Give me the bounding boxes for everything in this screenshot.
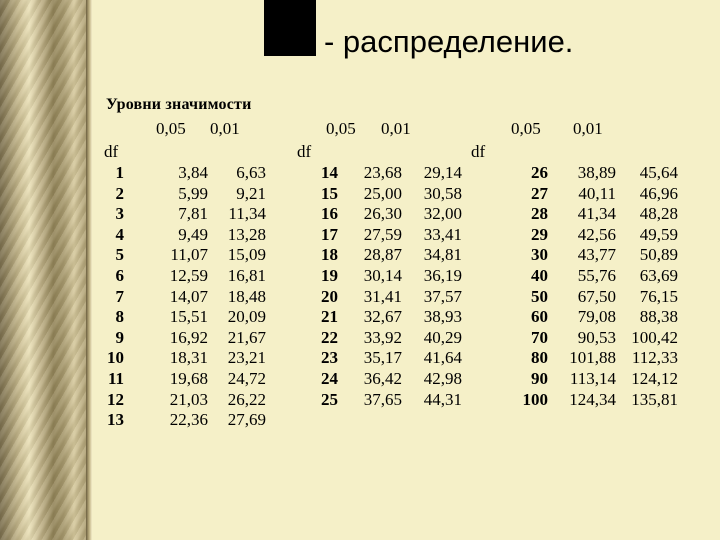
- table-cell: 27: [531, 183, 548, 203]
- table-cell: 38,93: [423, 307, 462, 327]
- table-cell: 124,34: [569, 389, 616, 409]
- table-cell: 37,57: [423, 286, 462, 306]
- table-cell: 21,67: [227, 327, 266, 347]
- table-cell: 22: [321, 327, 338, 347]
- table-cell: 113,14: [569, 368, 616, 388]
- table-cell: 26,30: [363, 204, 402, 224]
- table-cell: 6,63: [236, 163, 266, 182]
- chi-square-symbol-block: [264, 0, 316, 56]
- table-cell: 25,00: [363, 183, 402, 203]
- table-cell: 15,51: [169, 307, 208, 327]
- table-cell: 124,12: [631, 368, 678, 388]
- df-label-g3: df: [471, 142, 486, 161]
- table-cell: 42,56: [577, 224, 616, 244]
- table-cell: 90: [531, 368, 548, 388]
- table-cell: 32,67: [363, 307, 402, 327]
- table-cell: 63,69: [639, 265, 678, 285]
- table-cell: 20: [321, 286, 338, 306]
- table-cell: 30,58: [423, 183, 462, 203]
- table-cell: 27,59: [363, 224, 402, 244]
- table-cell: 100: [522, 389, 548, 409]
- table-cell: 30: [531, 245, 548, 265]
- table-cell: 12: [107, 389, 124, 409]
- table-cell: 70: [531, 327, 548, 347]
- table-cell: 44,31: [423, 389, 462, 409]
- table-cell: 9,49: [178, 224, 208, 244]
- table-cell: 18: [321, 245, 338, 265]
- table-cell: 40,11: [578, 183, 616, 203]
- table-cell: 18,48: [227, 286, 266, 306]
- df-label-g1: df: [104, 142, 119, 161]
- table-cell: 55,76: [577, 265, 616, 285]
- table-cell: 14,07: [169, 286, 208, 306]
- table-cell: 100,42: [631, 327, 678, 347]
- table-cell: 135,81: [631, 389, 678, 409]
- table-cell: 15: [321, 183, 338, 203]
- table-cell: 36,19: [423, 265, 462, 285]
- table-cell: 50,89: [639, 245, 678, 265]
- table-cell: 21: [321, 307, 338, 327]
- table-cell: 37,65: [363, 389, 402, 409]
- table-cell: 3: [115, 204, 124, 224]
- table-cell: 16,81: [227, 265, 266, 285]
- table-cell: 33,92: [363, 327, 402, 347]
- table-cell: 67,50: [577, 286, 616, 306]
- table-cell: 50: [531, 286, 548, 306]
- table-cell: 41,64: [423, 348, 462, 368]
- table-cell: 5,99: [178, 183, 208, 203]
- table-cell: 28,87: [363, 245, 402, 265]
- table-cell: 16,92: [169, 327, 208, 347]
- table-cell: 60: [531, 307, 548, 327]
- header-g2-p05: 0,05: [326, 119, 356, 138]
- table-cell: 11,07: [170, 245, 208, 265]
- header-g1-p05: 0,05: [156, 119, 186, 138]
- p01-column-g2: [410, 163, 462, 410]
- table-cell: 38,89: [577, 163, 616, 182]
- table-cell: 35,17: [363, 348, 402, 368]
- table-cell: 10: [107, 348, 124, 368]
- table-cell: 76,15: [639, 286, 678, 306]
- table-cell: 5: [115, 245, 124, 265]
- table-cell: 2: [115, 183, 124, 203]
- table-cell: 45,64: [639, 163, 678, 182]
- table-cell: 24,72: [227, 368, 266, 388]
- table-cell: 4: [115, 224, 124, 244]
- table-cell: 40,29: [423, 327, 462, 347]
- table-cell: 19,68: [169, 368, 208, 388]
- p05-column-g3: [556, 163, 616, 410]
- p05-column-g2: [348, 163, 402, 410]
- p01-column-g3: [618, 163, 678, 410]
- table-cell: 13,28: [227, 224, 266, 244]
- sidebar-edge: [86, 0, 92, 540]
- table-cell: 26,22: [227, 389, 266, 409]
- table-cell: 49,59: [639, 224, 678, 244]
- table-cell: 1: [115, 163, 124, 182]
- p05-column-g1: [140, 163, 208, 431]
- table-cell: 27,69: [227, 410, 266, 430]
- table-cell: 43,77: [577, 245, 616, 265]
- table-cell: 11,34: [228, 204, 266, 224]
- p01-column-g1: [206, 163, 266, 431]
- table-cell: 79,08: [577, 307, 616, 327]
- table-cell: 18,31: [169, 348, 208, 368]
- table-cell: 29: [531, 224, 548, 244]
- table-cell: 23: [321, 348, 338, 368]
- table-cell: 33,41: [423, 224, 462, 244]
- table-cell: 32,00: [423, 204, 462, 224]
- table-cell: 46,96: [639, 183, 678, 203]
- table-cell: 3,84: [178, 163, 208, 182]
- table-cell: 29,14: [423, 163, 462, 182]
- table-cell: 42,98: [423, 368, 462, 388]
- table-cell: 90,53: [577, 327, 616, 347]
- table-cell: 16: [321, 204, 338, 224]
- df-label-g2: df: [297, 142, 312, 161]
- table-cell: 40: [531, 265, 548, 285]
- table-cell: 22,36: [169, 410, 208, 430]
- table-cell: 88,38: [639, 307, 678, 327]
- table-cell: 19: [321, 265, 338, 285]
- table-cell: 7,81: [178, 204, 208, 224]
- table-cell: 112,33: [631, 348, 678, 368]
- table-cell: 14: [321, 163, 338, 182]
- table-cell: 26: [531, 163, 548, 182]
- table-cell: 20,09: [227, 307, 266, 327]
- table-cell: 30,14: [363, 265, 402, 285]
- df-column-g1: [96, 163, 124, 431]
- table-cell: 36,42: [363, 368, 402, 388]
- table-cell: 41,34: [577, 204, 616, 224]
- table-cell: 23,68: [363, 163, 402, 182]
- table-cell: 9: [115, 327, 124, 347]
- table-cell: 9,21: [236, 183, 266, 203]
- table-cell: 31,41: [363, 286, 402, 306]
- header-g1-p01: 0,01: [210, 119, 240, 138]
- table-cell: 25: [321, 389, 338, 409]
- header-g3-p01: 0,01: [573, 119, 603, 138]
- significance-levels-label: Уровни значимости: [106, 96, 252, 113]
- table-cell: 11: [107, 368, 124, 388]
- decorative-sidebar: [0, 0, 86, 540]
- table-cell: 21,03: [169, 389, 208, 409]
- table-cell: 101,88: [569, 348, 616, 368]
- table-cell: 7: [115, 286, 124, 306]
- table-cell: 8: [115, 307, 124, 327]
- header-g2-p01: 0,01: [381, 119, 411, 138]
- table-cell: 80: [531, 348, 548, 368]
- table-cell: 24: [321, 368, 338, 388]
- df-column-g2: [306, 163, 338, 410]
- table-cell: 12,59: [169, 265, 208, 285]
- table-cell: 17: [321, 224, 338, 244]
- table-cell: 6: [115, 265, 124, 285]
- table-cell: 15,09: [227, 245, 266, 265]
- table-cell: 48,28: [639, 204, 678, 224]
- table-cell: 13: [107, 410, 124, 430]
- table-cell: 28: [531, 204, 548, 224]
- table-cell: 34,81: [423, 245, 462, 265]
- slide-title: - распределение.: [324, 24, 574, 59]
- table-cell: 23,21: [227, 348, 266, 368]
- header-g3-p05: 0,05: [511, 119, 541, 138]
- df-column-g3: [508, 163, 548, 410]
